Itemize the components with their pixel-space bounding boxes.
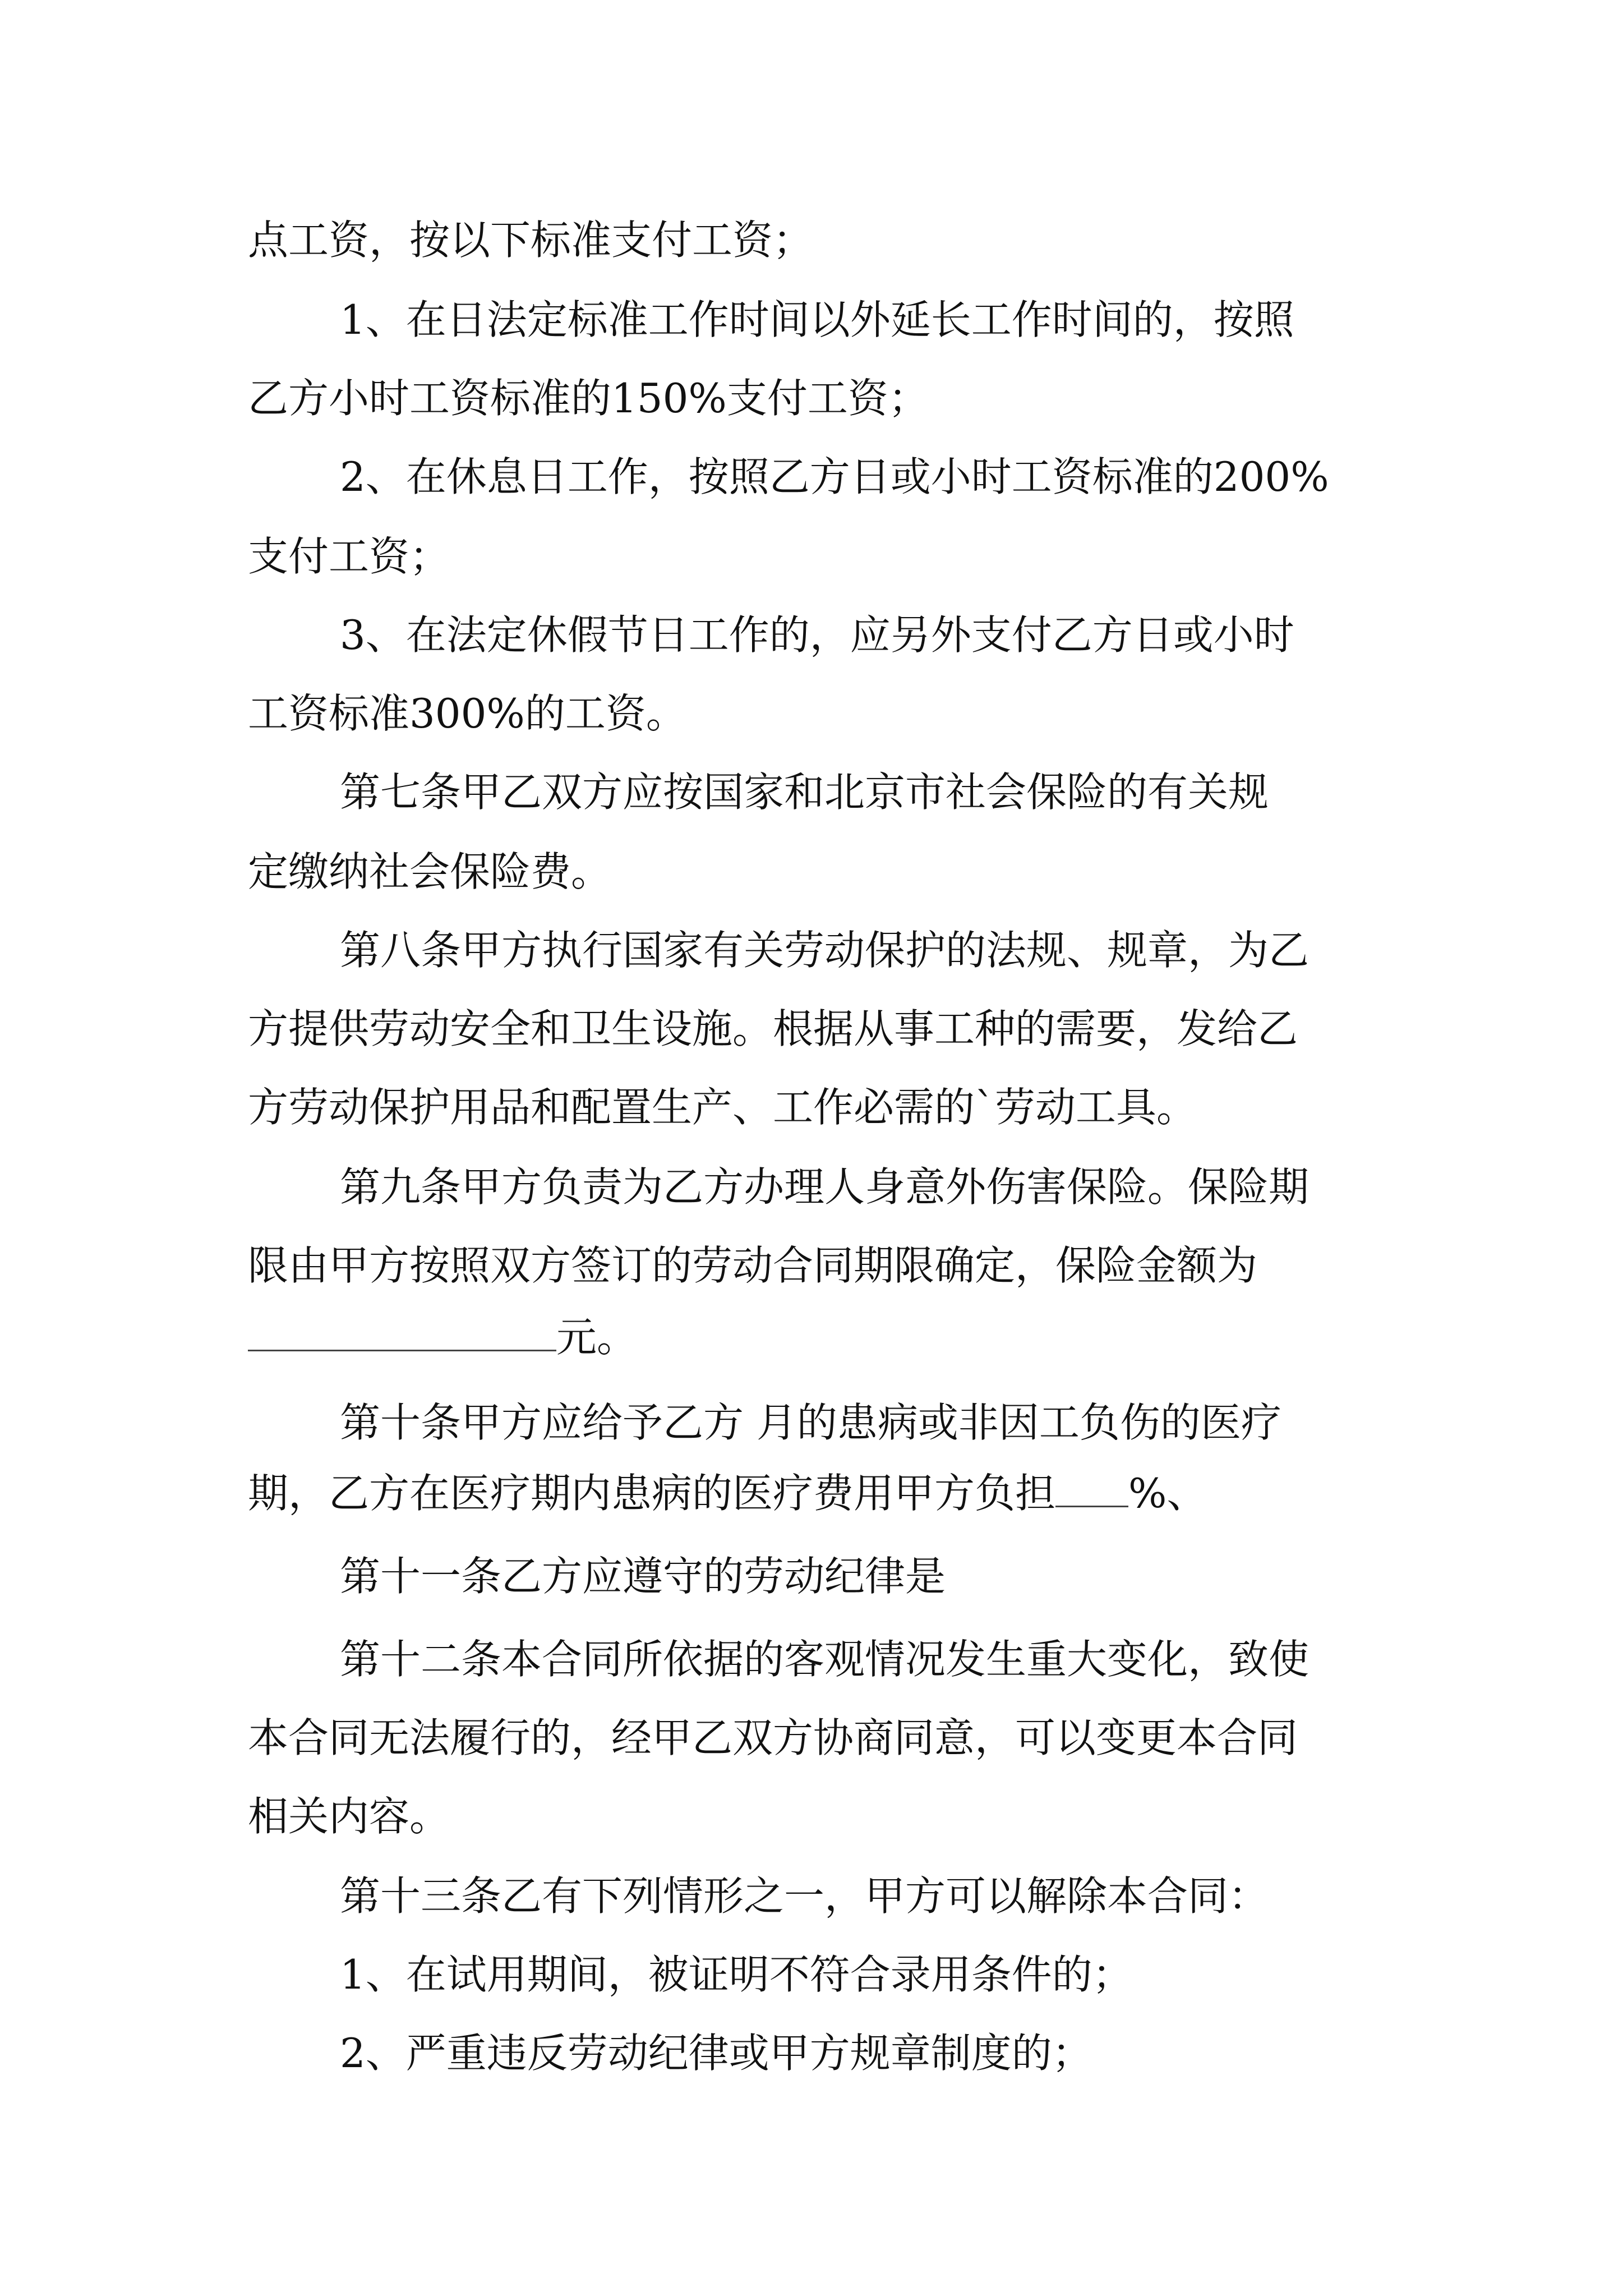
text-line-suffix: 元。 bbox=[556, 1314, 638, 1361]
text-line: 方提供劳动安全和卫生设施。根据从事工种的需要，发给乙 bbox=[248, 1005, 1298, 1052]
text-line: 乙方小时工资标准的150%支付工资； bbox=[248, 375, 929, 422]
text-line: 支付工资； bbox=[248, 533, 450, 580]
text-line: 第十条甲方应给予乙方 月的患病或非因工负伤的医疗 bbox=[340, 1399, 1281, 1446]
text-line: 第九条甲方负责为乙方办理人身意外伤害保险。保险期 bbox=[340, 1163, 1310, 1211]
text-line: 点工资，按以下标准支付工资； bbox=[248, 217, 814, 264]
text-line: 定缴纳社会保险费。 bbox=[248, 848, 612, 895]
text-line: 3、在法定休假节日工作的，应另外支付乙方日或小时 bbox=[340, 611, 1294, 659]
text-line: 限由甲方按照双方签订的劳动合同期限确定，保险金额为 bbox=[248, 1242, 1258, 1289]
text-line-prefix: 期，乙方在医疗期内患病的医疗费用甲方负担 bbox=[248, 1470, 1056, 1517]
text-line: 方劳动保护用品和配置生产、工作必需的`劳动工具。 bbox=[248, 1084, 1197, 1131]
text-line: 1、在日法定标准工作时间以外延长工作时间的，按照 bbox=[340, 296, 1294, 343]
text-line: 第十二条本合同所依据的客观情况发生重大变化，致使 bbox=[340, 1636, 1310, 1683]
amount-blank bbox=[248, 1316, 556, 1351]
text-line bbox=[248, 1470, 1207, 1517]
text-line: 2、严重违反劳动纪律或甲方规章制度的； bbox=[340, 2030, 1092, 2077]
text-line: 1、在试用期间，被证明不符合录用条件的； bbox=[340, 1951, 1133, 1998]
text-line bbox=[248, 1314, 638, 1361]
text-line: 2、在休息日工作，按照乙方日或小时工资标准的200% bbox=[340, 453, 1329, 500]
text-line: 第七条甲乙双方应按国家和北京市社会保险的有关规 bbox=[340, 769, 1269, 816]
text-line-suffix: %、 bbox=[1128, 1470, 1207, 1517]
text-line: 相关内容。 bbox=[248, 1793, 450, 1840]
text-line: 工资标准300%的工资。 bbox=[248, 690, 686, 737]
text-line: 第十三条乙有下列情形之一，甲方可以解除本合同： bbox=[340, 1872, 1269, 1920]
percent-blank bbox=[1055, 1472, 1128, 1507]
text-line: 第八条甲方执行国家有关劳动保护的法规、规章，为乙 bbox=[340, 927, 1310, 974]
text-line: 本合同无法履行的，经甲乙双方协商同意，可以变更本合同 bbox=[248, 1714, 1298, 1761]
text-line: 第十一条乙方应遵守的劳动纪律是 bbox=[340, 1553, 946, 1600]
